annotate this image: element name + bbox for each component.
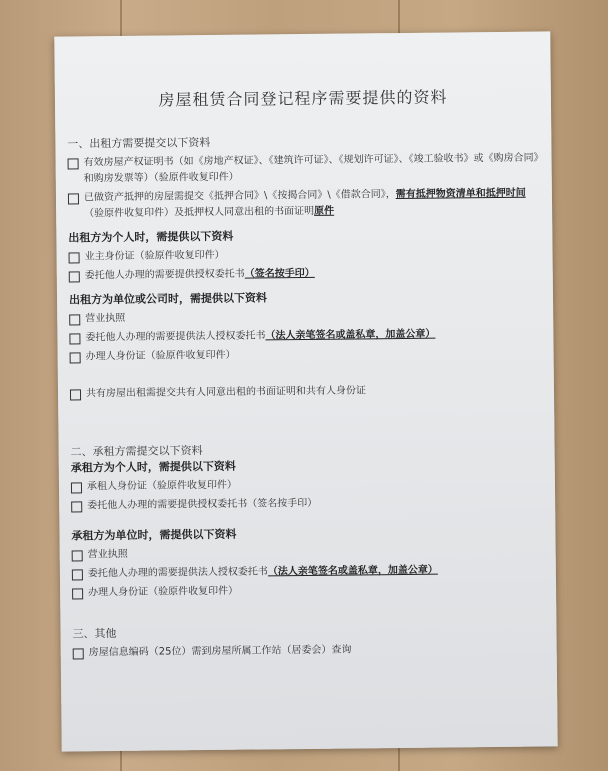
checkbox[interactable] xyxy=(71,501,82,512)
item-text: 委托他人办理的需要提供授权委托书（签名按手印） xyxy=(87,497,318,512)
item-text-part: 委托他人办理的需要提供授权委托书 xyxy=(84,268,245,282)
checkbox[interactable] xyxy=(72,550,83,561)
lessor-individual-heading: 出租方为个人时，需提供以下资料 xyxy=(68,229,234,245)
checkbox[interactable] xyxy=(68,158,79,169)
checkbox[interactable] xyxy=(69,314,80,325)
checkbox[interactable] xyxy=(73,648,84,659)
lessor-company-heading: 出租方为单位或公司时，需提供以下资料 xyxy=(68,291,268,307)
item-text: 有效房屋产权证明书（如《房地产权证》、《建筑许可证》、《规划许可证》、《竣工验收书》或《购房合同》和购房发票等）（验原件收复印件） xyxy=(83,152,539,185)
list-item xyxy=(72,542,546,563)
item-text-emphasis: （法人亲笔签名或盖私章，加盖公章） xyxy=(265,328,436,342)
section-lessee-heading: 二、承租方需提交以下资料 xyxy=(70,444,203,459)
document-paper xyxy=(54,31,557,751)
checkbox[interactable] xyxy=(69,252,80,263)
item-text: 营业执照 xyxy=(85,312,126,325)
section-lessor xyxy=(67,132,544,403)
list-item xyxy=(70,382,544,403)
checkbox[interactable] xyxy=(69,333,80,344)
item-text-part: 委托他人办理的需要提供法人授权委托书 xyxy=(87,566,268,580)
checkbox[interactable] xyxy=(71,482,82,493)
list-item xyxy=(72,561,546,582)
item-text-emphasis: 需有抵押物资清单和抵押时间 xyxy=(395,187,526,201)
item-text: 营业执照 xyxy=(87,548,128,561)
item-text-part: （验原件收复印件）及抵押权人同意出租的书面证明 xyxy=(84,205,315,220)
item-text xyxy=(84,186,542,223)
checkbox[interactable] xyxy=(69,271,80,282)
list-item xyxy=(68,245,542,266)
list-item xyxy=(71,475,545,496)
list-item xyxy=(72,580,546,601)
item-text: 共有房屋出租需提交共有人同意出租的书面证明和共有人身份证 xyxy=(85,385,367,400)
item-text xyxy=(85,326,543,347)
list-item xyxy=(69,307,543,328)
item-text-emphasis: （法人亲笔签名或盖私章，加盖公章） xyxy=(267,564,438,578)
item-text: 房屋信息编码（25位）需到房屋所属工作站（居委会）查询 xyxy=(88,644,352,659)
checkbox[interactable] xyxy=(72,588,83,599)
item-text: 承租人身份证（验原件收复印件） xyxy=(86,479,238,493)
list-item xyxy=(69,326,543,347)
item-text-emphasis: 原件 xyxy=(314,205,335,217)
lessee-company-heading: 承租方为单位时，需提供以下资料 xyxy=(71,527,237,543)
section-other-heading: 三、其他 xyxy=(72,626,117,641)
section-other xyxy=(72,621,546,661)
list-item xyxy=(68,186,542,223)
item-text: 业主身份证（验原件收复印件） xyxy=(84,249,225,263)
document-title: 房屋租赁合同登记程序需要提供的资料 xyxy=(158,87,448,110)
checkbox[interactable] xyxy=(70,389,81,400)
list-item xyxy=(68,151,542,188)
checkbox[interactable] xyxy=(68,193,79,204)
item-text: 办理人身份证（验原件收复印件） xyxy=(88,585,239,599)
item-text: 办理人身份证（验原件收复印件） xyxy=(85,349,236,363)
section-lessee xyxy=(71,440,547,602)
checkbox[interactable] xyxy=(70,352,81,363)
item-text-part: 已做资产抵押的房屋需提交《抵押合同》\《按揭合同》\《借款合同》， xyxy=(83,189,396,204)
item-text-emphasis: （签名按手印） xyxy=(244,267,315,280)
lessee-individual-heading: 承租方为个人时，需提供以下资料 xyxy=(70,459,236,475)
list-item xyxy=(73,640,547,661)
section-lessor-heading: 一、出租方需要提交以下资料 xyxy=(67,135,211,151)
item-text xyxy=(88,561,546,582)
checkbox[interactable] xyxy=(72,569,83,580)
item-text-part: 委托他人办理的需要提供法人授权委托书 xyxy=(85,330,266,344)
